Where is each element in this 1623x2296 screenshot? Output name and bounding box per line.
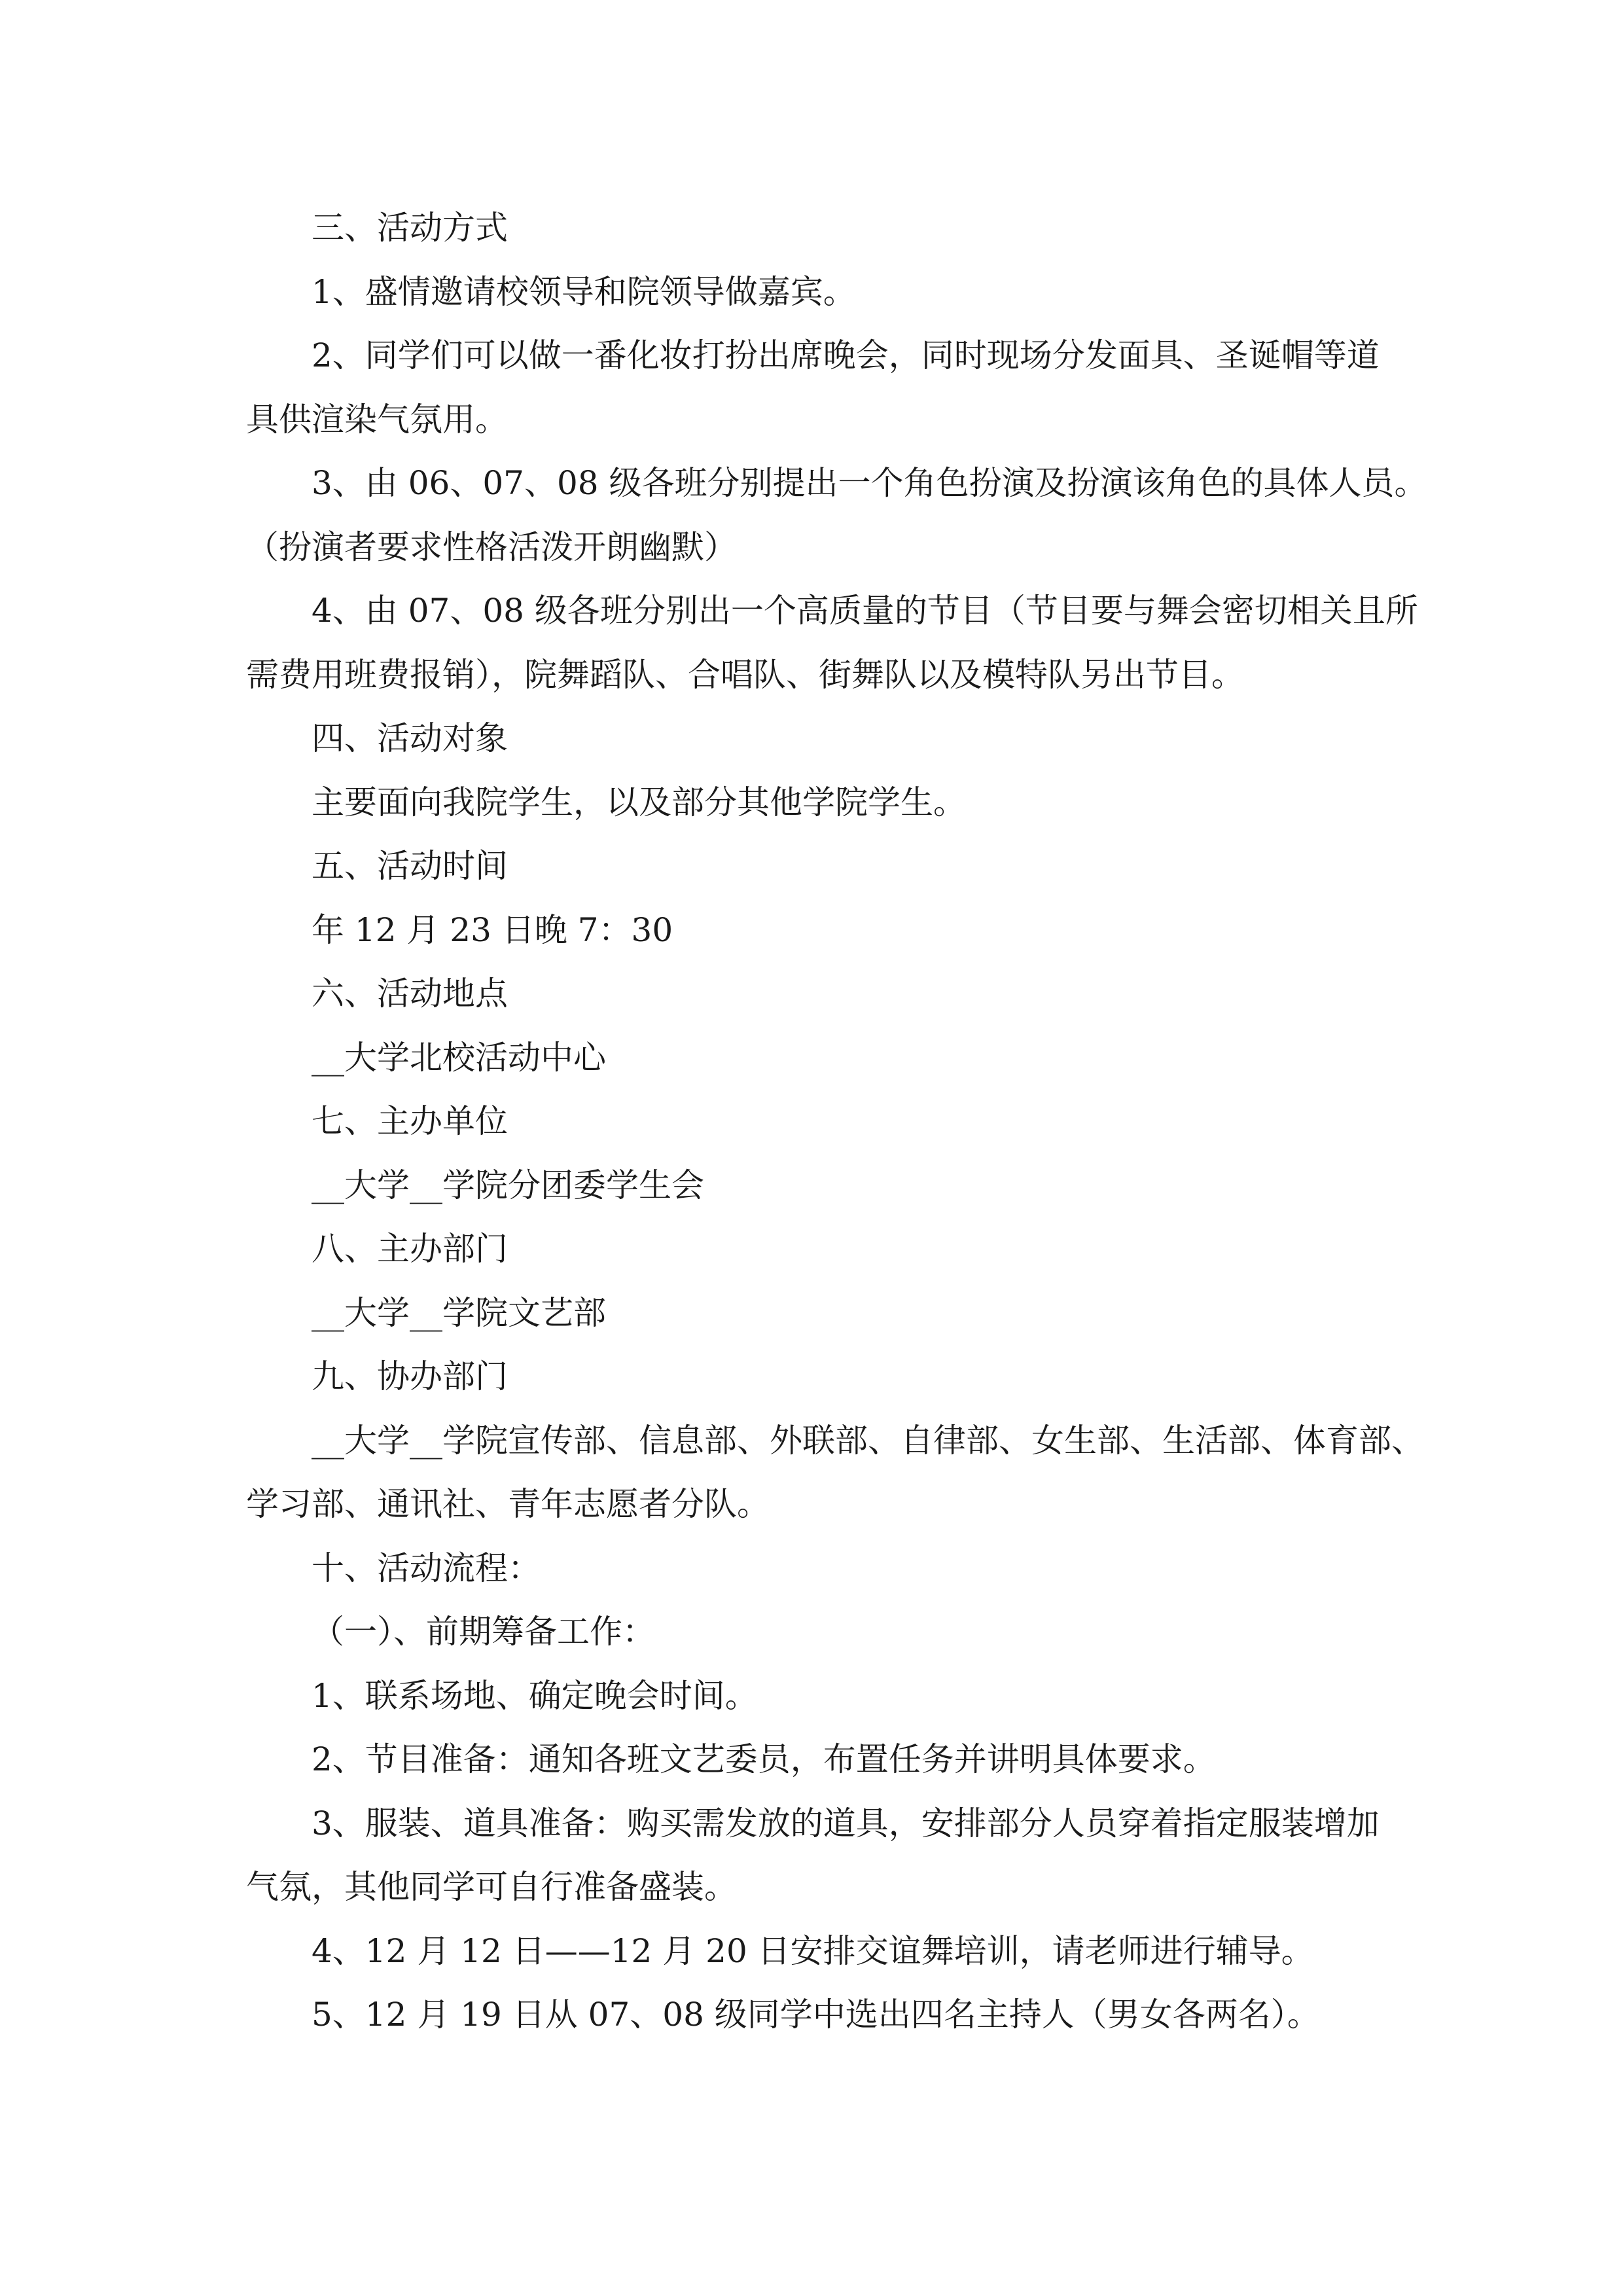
list-item-hosts: 5、12 月 19 日从 07、08 级同学中选出四名主持人（男女各两名）。 — [312, 1996, 1320, 2034]
section-heading-activity-method: 三、活动方式 — [312, 209, 508, 247]
host-department-text: __大学__学院文艺部 — [312, 1293, 606, 1332]
list-item-program-prep: 2、节目准备：通知各班文艺委员，布置任务并讲明具体要求。 — [312, 1740, 1216, 1778]
list-item-programs-line-1: 4、由 07、08 级各班分别出一个高质量的节目（节目要与舞会密切相关且所 — [312, 592, 1418, 630]
list-item-dance-training: 4、12 月 12 日——12 月 20 日安排交谊舞培训，请老师进行辅导。 — [312, 1931, 1314, 1970]
list-item-role-play-line-1: 3、由 06、07、08 级各班分别提出一个角色扮演及扮演该角色的具体人员。 — [312, 464, 1427, 502]
subsection-heading-preparation: （一）、前期筹备工作： — [312, 1613, 655, 1651]
co-organizers-line-2: 学习部、通讯社、青年志愿者分队。 — [246, 1485, 770, 1523]
list-item-programs-line-2: 需费用班费报销），院舞蹈队、合唱队、街舞队以及模特队另出节目。 — [246, 655, 1244, 694]
co-organizers-line-1: __大学__学院宣传部、信息部、外联部、自律部、女生部、生活部、体育部、 — [312, 1421, 1424, 1460]
list-item-costume-line-2: 具供渲染气氛用。 — [246, 400, 508, 439]
section-heading-host-department: 八、主办部门 — [312, 1230, 508, 1268]
section-heading-process: 十、活动流程： — [312, 1549, 541, 1587]
list-item-role-play-line-2: （扮演者要求性格活泼开朗幽默） — [246, 528, 737, 566]
list-item-props-line-2: 气氛，其他同学可自行准备盛装。 — [246, 1868, 737, 1906]
document-body — [246, 196, 1427, 2047]
time-text: 年 12 月 23 日晚 7：30 — [312, 910, 673, 949]
list-item-props-line-1: 3、服装、道具准备：购买需发放的道具，安排部分人员穿着指定服装增加 — [312, 1804, 1380, 1842]
section-heading-time: 五、活动时间 — [312, 847, 508, 885]
list-item-invite-guests: 1、盛情邀请校领导和院领导做嘉宾。 — [312, 272, 856, 311]
audience-text: 主要面向我院学生，以及部分其他学院学生。 — [312, 783, 966, 821]
location-text: __大学北校活动中心 — [312, 1038, 606, 1077]
list-item-venue: 1、联系场地、确定晚会时间。 — [312, 1676, 758, 1715]
section-heading-location: 六、活动地点 — [312, 975, 508, 1013]
organizer-text: __大学__学院分团委学生会 — [312, 1166, 704, 1204]
section-heading-organizer: 七、主办单位 — [312, 1102, 508, 1140]
list-item-costume-line-1: 2、同学们可以做一番化妆打扮出席晚会，同时现场分发面具、圣诞帽等道 — [312, 336, 1380, 374]
section-heading-co-organizers: 九、协办部门 — [312, 1357, 508, 1395]
section-heading-audience: 四、活动对象 — [312, 719, 508, 757]
